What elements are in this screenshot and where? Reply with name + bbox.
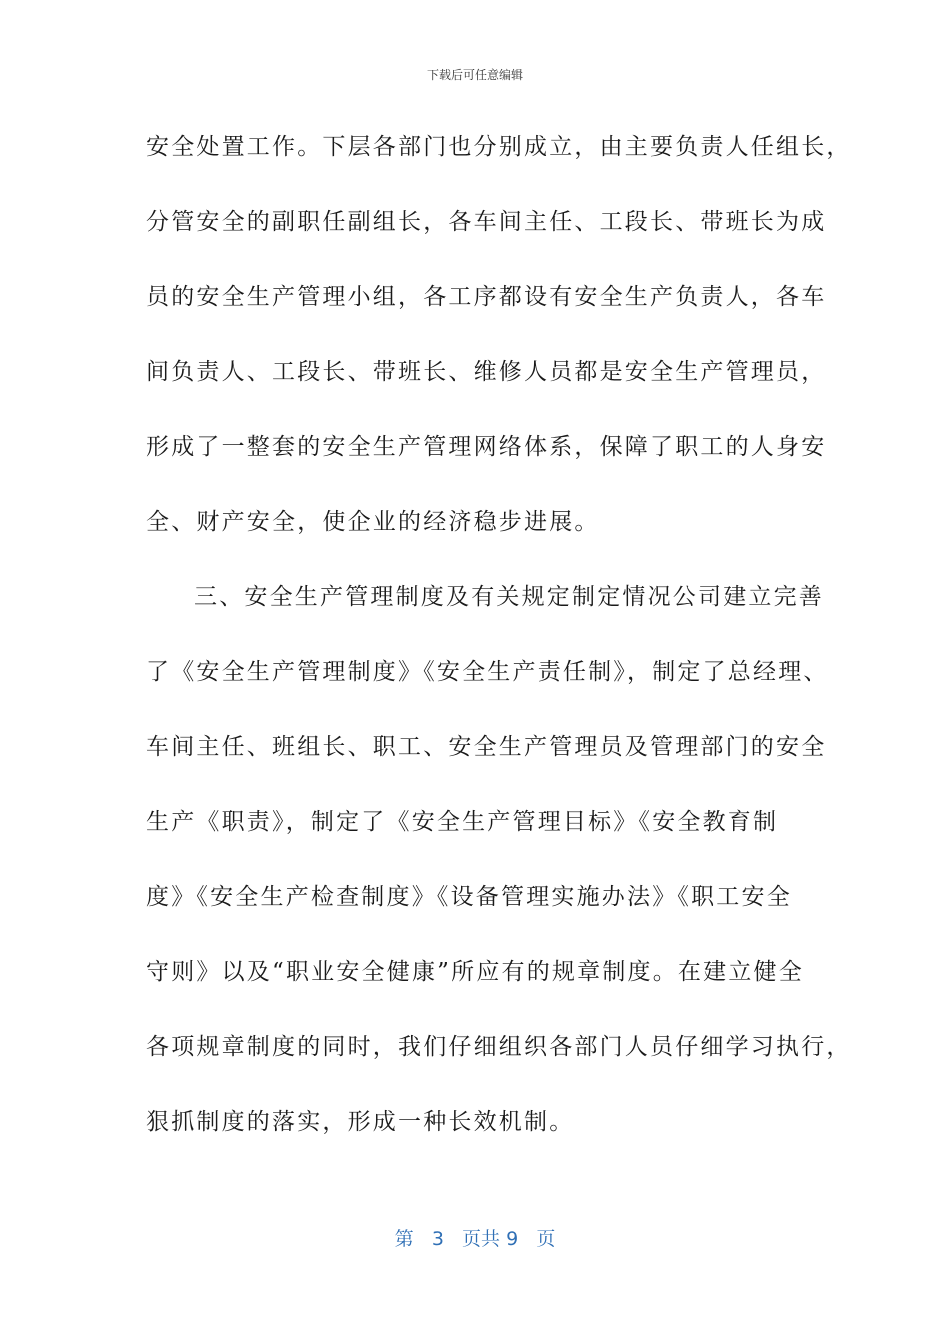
- footer-label-end: 页: [536, 1228, 556, 1250]
- header-note: 下载后可任意编辑: [426, 68, 523, 82]
- text-line: 安全处置工作。下层各部门也分别成立，由主要负责人任组长，: [146, 134, 852, 160]
- document-body: [146, 124, 852, 1174]
- footer-label-total: 页共: [462, 1228, 501, 1250]
- text-line: 分管安全的副职任副组长，各车间主任、工段长、带班长为成: [146, 209, 827, 235]
- text-line: 车间主任、班组长、职工、安全生产管理员及管理部门的安全: [146, 734, 827, 760]
- text-line: 守则》以及“职业安全健康”所应有的规章制度。在建立健全: [146, 959, 804, 985]
- footer-label-page: 第: [394, 1228, 414, 1250]
- page-footer: [0, 1224, 950, 1251]
- text-line: 全、财产安全，使企业的经济稳步进展。: [146, 509, 600, 535]
- footer-total-pages: 9: [506, 1228, 519, 1250]
- section-heading-line: 三、安全生产管理制度及有关规定制定情况公司建立完善: [194, 584, 824, 610]
- text-line: 各项规章制度的同时，我们仔细组织各部门人员仔细学习执行，: [146, 1034, 852, 1060]
- text-line: 间负责人、工段长、带班长、维修人员都是安全生产管理员，: [146, 359, 827, 385]
- text-line: 了《安全生产管理制度》《安全生产责任制》，制定了总经理、: [146, 659, 829, 685]
- text-line: 度》《安全生产检查制度》《设备管理实施办法》《职工安全: [146, 884, 792, 910]
- text-line: 员的安全生产管理小组，各工序都设有安全生产负责人，各车: [146, 284, 827, 310]
- footer-current-page: 3: [431, 1228, 444, 1250]
- text-line: 生产《职责》，制定了《安全生产管理目标》《安全教育制: [146, 809, 779, 835]
- text-line: 狠抓制度的落实，形成一种长效机制。: [146, 1109, 575, 1135]
- text-line: 形成了一整套的安全生产管理网络体系，保障了职工的人身安: [146, 434, 827, 460]
